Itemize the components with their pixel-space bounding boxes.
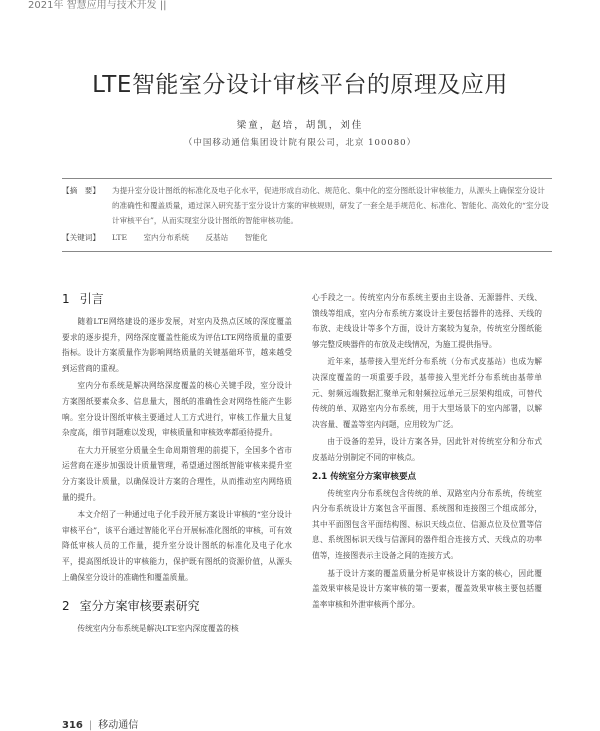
keyword: 反基站 bbox=[205, 233, 229, 242]
abstract-row bbox=[62, 183, 552, 228]
keywords-row bbox=[62, 230, 552, 245]
paragraph: 在大力开展室分质量全生命周期管理的前提下，全国多个省市运营商在逐步加强设计质量管理，希望通过图纸智能审核来提升室分方案设计质量，以确保设计方案的合理性，从而推动室内网络质量的提升。 bbox=[62, 445, 292, 502]
section-heading-1 bbox=[62, 290, 292, 308]
paragraph: 近年来，基带接入型光纤分布系统（分布式皮基站）也成为解决深度覆盖的一项重要手段，基带接入型光纤分布系统由基带单元、射频远端数据汇聚单元和射频拉远单元三层架构组成，可替代传统的单、双路室内分布系统，用于大型场景下的室内部署，以解决容量、覆盖等室内问题，应用较为广泛。 bbox=[312, 357, 542, 429]
page-number: 316 bbox=[62, 720, 83, 731]
journal-name: 移动通信 bbox=[98, 720, 139, 731]
paper-title: LTE智能室分设计审核平台的原理及应用 bbox=[92, 72, 508, 98]
abstract-label: 【摘 要】 bbox=[62, 186, 100, 195]
section-title: 引言 bbox=[79, 292, 104, 306]
paragraph: 随着LTE网络建设的逐步发展，对室内及热点区域的深度覆盖要求的逐步提升，网络深度覆盖性能成为评估LTE网络质量的重要指标。设计方案质量作为影响网络质量的关键基础环节，越来越受到运营商的重视。 bbox=[62, 317, 292, 373]
abstract-text: 为提升室分设计图纸的标准化及电子化水平，促进形成自动化、规范化、集中化的室分图纸设计审核能力，从源头上确保室分设计的准确性和覆盖质量，通过深入研究基于室分设计方案的审核规则，研发了一套全是手规范化、标准化、智能化、高效化的“室分设计审核平台”，从而实现室分设计图纸的智能审核功能。 bbox=[112, 186, 549, 225]
footer-divider: | bbox=[88, 720, 93, 731]
running-header: 2021年 智慧应用与技术开发 || bbox=[28, 0, 167, 11]
subsection-heading: 2.1 传统室分方案审核要点 bbox=[312, 471, 417, 482]
paragraph: 传统室内分布系统包含传统的单、双路室内分布系统，传统室内分布系统设计方案包含平面图、系统图和连接图三个组成部分，其中平面图包含平面结构图、标识天线点位、信源点位及位置等信息、系统图标识天线与信源间的器件组合连接方式、天线点的功率值等，连接图表示主设备之间的连接方式。 bbox=[312, 488, 542, 560]
paragraph: 室内分布系统是解决网络深度覆盖的核心关键手段，室分设计方案图纸要素众多、信息量大，图纸的准确性会对网络性能产生影响。室分设计图纸审核主要通过人工方式进行，审核工作量大且复杂度高，细节问题难以发现，审核质量和审核效率都亟待提升。 bbox=[62, 381, 292, 438]
affiliation: （中国移动通信集团设计院有限公司，北京 100080） bbox=[183, 138, 417, 148]
section-number: 2 bbox=[62, 599, 70, 614]
paragraph: 基于设计方案的覆盖质量分析是审核设计方案的核心，因此覆盖效果审核是设计方案审核的第一要素，覆盖效果审核主要包括覆盖率审核和外泄审核两个部分。 bbox=[312, 568, 542, 609]
section-number: 1 bbox=[62, 292, 70, 306]
section-title: 室分方案审核要素研究 bbox=[79, 599, 200, 614]
abstract-block bbox=[62, 178, 552, 252]
left-column bbox=[62, 290, 292, 639]
right-column bbox=[312, 290, 542, 614]
authors: 梁童，赵培，胡凯，刘佳 bbox=[236, 120, 364, 131]
paragraph: 本文介绍了一种通过电子化手段开展方案设计审核的“室分设计审核平台”，该平台通过智能化平台开展标准化图纸的审核，可有效降低审核人员的工作量，提升室分设计图纸的标准化及电子化水平，提高图纸设计的审核能力，保护既有图纸的资源价值，从源头上确保室分设计的准确性和覆盖质量。 bbox=[62, 510, 292, 582]
page-footer bbox=[62, 716, 138, 731]
keywords-label: 【关键词】 bbox=[62, 233, 100, 242]
keyword: 室内分布系统 bbox=[143, 233, 190, 242]
paragraph: 传统室内分布系统是解决LTE室内深度覆盖的核 bbox=[77, 624, 239, 634]
paragraph: 由于设备的差异，设计方案各异，因此针对传统室分和分布式皮基站分别制定不同的审核点。 bbox=[312, 437, 542, 462]
keywords-list bbox=[112, 230, 552, 245]
keyword: LTE bbox=[112, 233, 128, 242]
section-heading-2 bbox=[62, 597, 292, 615]
keyword: 智能化 bbox=[244, 233, 268, 242]
paragraph: 心手段之一。传统室内分布系统主要由主设备、无源器件、天线、馈线等组成，室内分布系统方案设计主要包括器件的选择、天线的布放、走线设计等多个方面，设计方案较为复杂，传统室分图纸能够完整反映器件的布放及走线情况，为施工提供指导。 bbox=[312, 293, 542, 349]
